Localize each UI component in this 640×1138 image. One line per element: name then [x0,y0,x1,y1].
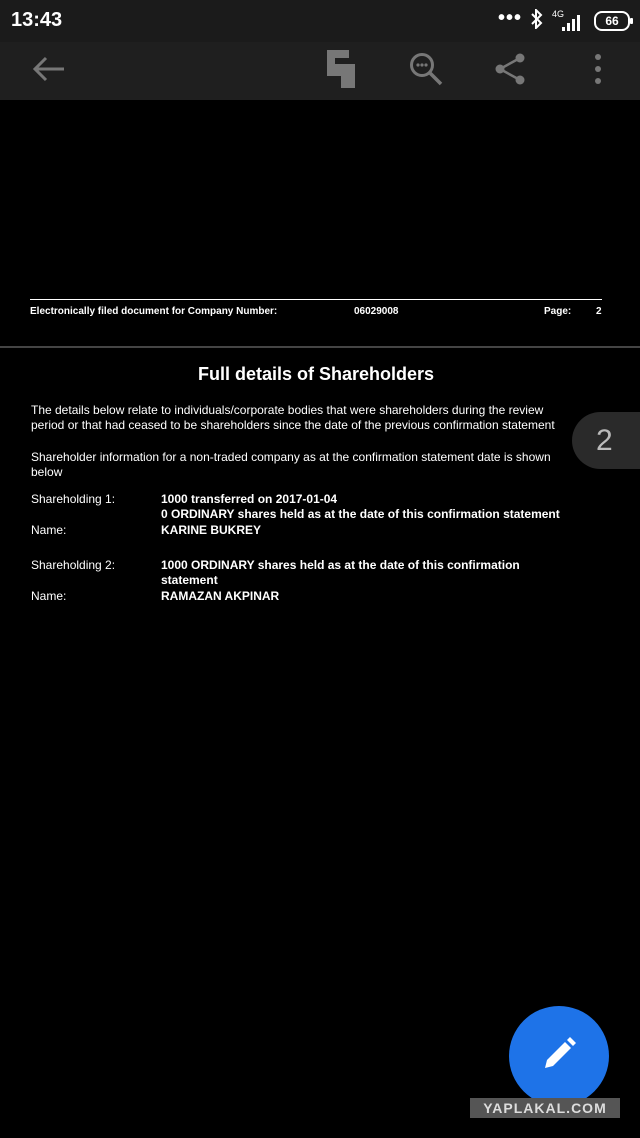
shareholding-detail: 1000 transferred on 2017-01-04 0 ORDINARY shares held as at the date of this confirmation statement [161,492,560,521]
shareholding-label: Shareholding 2: [31,558,116,572]
document-title: Full details of Shareholders [197,364,435,384]
top-toolbar [0,42,640,100]
status-icons [498,8,630,34]
company-number: 06029008 [354,306,399,317]
shareholder-name: KARINE BUKREY [161,523,262,537]
document-page-header [30,299,602,324]
overflow-menu-icon [594,53,602,90]
watermark: YAPLAKAL.COM [470,1098,620,1118]
search-icon [409,52,443,91]
back-arrow-icon [32,56,66,87]
status-time: 13:43 [11,9,63,31]
company-number-label: Electronically filed document for Company Number: [30,306,278,317]
page-indicator: 2 [572,412,640,469]
shareholder-name: RAMAZAN AKPINAR [161,589,280,603]
share-button[interactable] [482,42,538,100]
info-paragraph: Shareholder information for a non-traded company as at the confirmation statement date is shown below [31,450,551,479]
battery-icon: 66 [594,11,630,31]
page-number: 2 [596,306,602,317]
document-layout-icon [327,50,355,93]
intro-paragraph: The details below relate to individuals/corporate bodies that were shareholders during the review period or that had ceased to be shareholders since the date of the previous confirmation statement [31,403,555,432]
back-button[interactable] [21,42,77,100]
name-label: Name: [31,523,67,537]
edit-fab-button[interactable] [509,1006,609,1106]
search-button[interactable] [398,42,454,100]
overflow-menu-button[interactable] [570,42,626,100]
page-separator [0,346,640,348]
page-label: Page: [544,306,572,317]
name-label: Name: [31,589,67,603]
more-notifications-icon: ••• [497,6,522,29]
signal-icon [552,9,586,33]
shareholding-detail: 1000 ORDINARY shares held as at the date of this confirmation statement [161,558,520,587]
document-layout-button[interactable] [313,42,369,100]
bluetooth-icon [530,9,544,34]
pencil-edit-icon [539,1034,579,1079]
share-icon [494,53,526,90]
network-type: 4G [552,9,565,19]
shareholding-label: Shareholding 1: [31,492,116,506]
status-bar [0,0,640,42]
